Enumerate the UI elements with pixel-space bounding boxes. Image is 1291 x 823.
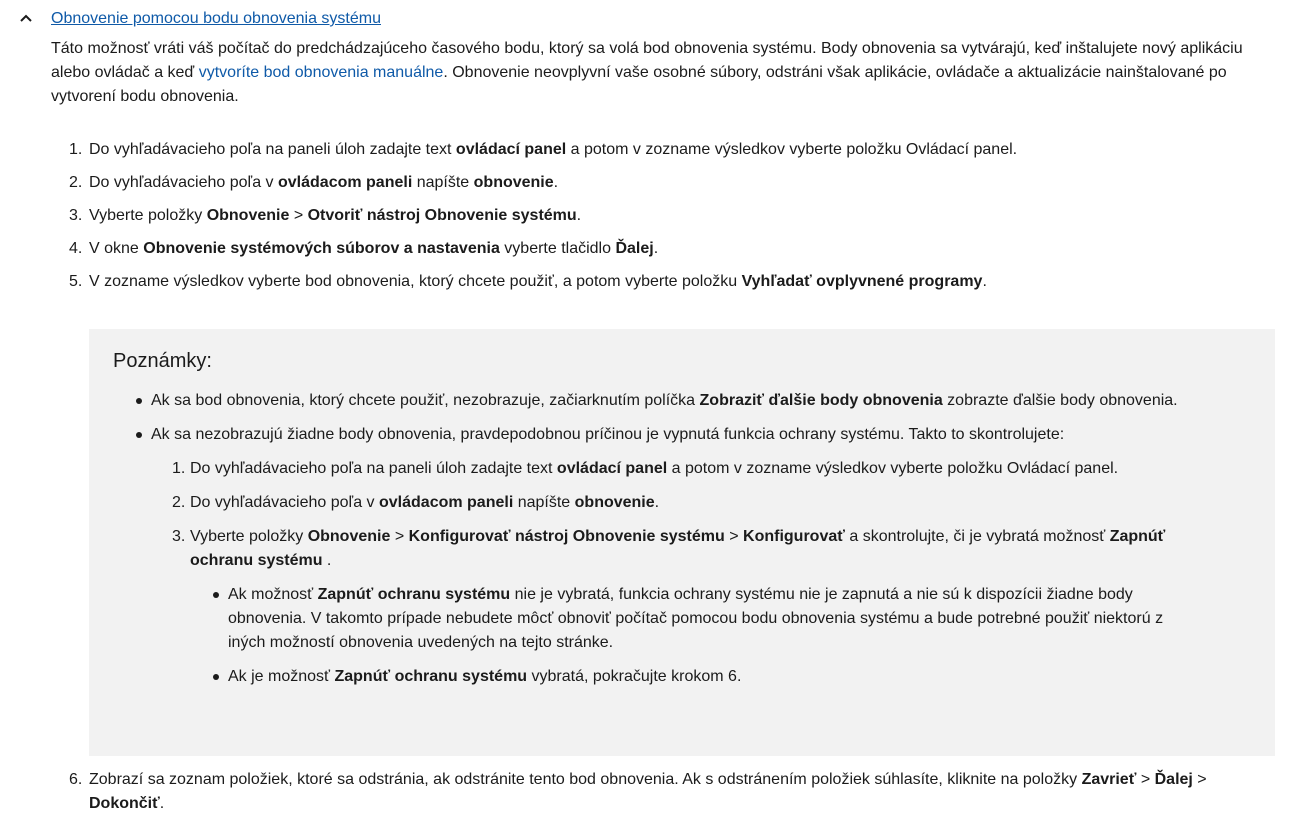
step-bold: Ďalej: [1154, 771, 1193, 788]
step-bold: Zavrieť: [1081, 771, 1137, 788]
step-3: [69, 204, 1279, 228]
note-steps-list: [172, 457, 1190, 689]
step-bold: Dokončiť: [89, 795, 160, 812]
step-number: 3.: [69, 207, 83, 224]
bullet-icon: [213, 674, 219, 680]
note-bold: Zapnúť ochranu systému: [317, 586, 511, 603]
step-text: .: [982, 273, 987, 290]
notes-box: [89, 329, 1275, 756]
step-bold: Obnovenie systémových súborov a nastavenia: [143, 240, 500, 257]
step-bold: Otvoriť nástroj Obnovenie systému: [307, 207, 577, 224]
step-number: 2.: [172, 494, 186, 511]
step-5: [69, 270, 1279, 294]
step-text: .: [159, 795, 165, 812]
step-text: Do vyhľadávacieho poľa v: [89, 174, 278, 191]
step-text: Vyberte položky: [89, 207, 207, 224]
note-text: Ak sa bod obnovenia, ktorý chcete použiť, nezobrazuje, začiarknutím políčka: [151, 392, 700, 409]
intro-text: Táto možnosť vráti váš počítač do predchádzajúceho časového bodu, ktorý sa volá bod obnovenia systému. Body obnovenia sa vytvárajú, keď inštalujete nový aplikáciu alebo ovládač a keď: [51, 40, 1243, 81]
step-text: .: [654, 494, 660, 511]
notes-title: Poznámky:: [113, 350, 212, 372]
step-text: .: [576, 207, 582, 224]
bullet-icon: [213, 592, 219, 598]
step-number: 3.: [172, 528, 186, 545]
step-text: >: [390, 528, 409, 545]
note-text: Ak je možnosť: [228, 668, 335, 685]
step-text: V zozname výsledkov vyberte bod obnovenia, ktorý chcete použiť, a potom vyberte položku: [89, 273, 742, 290]
step-text: Do vyhľadávacieho poľa v: [190, 494, 379, 511]
step-bold: ovládací panel: [556, 460, 668, 477]
steps-list: [69, 138, 1279, 303]
step-text: Vyberte položky: [190, 528, 308, 545]
step-text: >: [1192, 771, 1207, 788]
note-step-3: [172, 525, 1190, 689]
step-text: napíšte: [513, 494, 575, 511]
step-bold: Konfigurovať nástroj Obnovenie systému: [408, 528, 725, 545]
step-number: 1.: [69, 141, 83, 158]
step-4: [69, 237, 1279, 261]
step-1: [69, 138, 1279, 162]
section-title-link[interactable]: Obnovenie pomocou bodu obnovenia systému: [51, 10, 381, 27]
step-bold: Konfigurovať: [743, 528, 845, 545]
note-bullet-2: [151, 423, 1211, 689]
step-bold: Ďalej: [615, 240, 654, 257]
step-text: Zobrazí sa zoznam položiek, ktoré sa odstránia, ak odstránite tento bod obnovenia. Ak s odstránením položiek súhlasíte, kliknite na položky: [89, 771, 1082, 788]
step-text: .: [322, 552, 332, 569]
step-number: 1.: [172, 460, 186, 477]
note-bold: Zobraziť ďalšie body obnovenia: [699, 392, 943, 409]
step-bold: Vyhľadať ovplyvnené programy: [741, 273, 983, 290]
step-text: a potom v zozname výsledkov vyberte položku Ovládací panel.: [667, 460, 1119, 477]
step-text: V okne: [89, 240, 144, 257]
step-text: napíšte: [412, 174, 474, 191]
step-2: [69, 171, 1279, 195]
bullet-icon: [136, 432, 142, 438]
intro-text-end: . Obnovenie neovplyvní vaše osobné súbory, odstráni však aplikácie, ovládače a aktualizácie nainštalované po vytvorení bodu obnovenia.: [51, 64, 1227, 105]
step-number: 5.: [69, 273, 83, 290]
step-number: 2.: [69, 174, 83, 191]
intro-paragraph: [51, 37, 1271, 109]
step-text: >: [289, 207, 308, 224]
note-step-2: [172, 491, 1190, 515]
bullet-icon: [136, 398, 142, 404]
step-6: [69, 768, 1279, 816]
step-text: Do vyhľadávacieho poľa na paneli úloh zadajte text: [190, 460, 557, 477]
note-text: zobrazte ďalšie body obnovenia.: [942, 392, 1178, 409]
step-number: 6.: [69, 771, 83, 788]
note-substeps-list: [228, 583, 1188, 689]
step-text: vyberte tlačidlo: [499, 240, 616, 257]
step-bold: obnovenie: [473, 174, 554, 191]
step-text: a skontrolujte, či je vybratá možnosť: [844, 528, 1110, 545]
note-bold: Zapnúť ochranu systému: [334, 668, 528, 685]
step-number: 4.: [69, 240, 83, 257]
note-text: nie je vybratá, funkcia ochrany systému nie je zapnutá a nie sú k dispozícii žiadne body obnovenia. V takomto prípade nebudete môcť obnoviť počítač pomocou bodu obnovenia systému a bude potrebné použiť niektorú z iných možností obnovenia uvedených na tejto stránke.: [228, 586, 1164, 651]
note-subbullet-2: [228, 665, 1188, 689]
step-bold: obnovenie: [574, 494, 655, 511]
step-text: .: [653, 240, 659, 257]
step-bold: ovládacom paneli: [379, 494, 514, 511]
step-bold: Obnovenie: [206, 207, 290, 224]
step-bold: Obnovenie: [307, 528, 391, 545]
note-text: Ak sa nezobrazujú žiadne body obnovenia, pravdepodobnou príčinou je vypnutá funkcia ochrany systému. Takto to skontrolujete:: [151, 426, 1065, 443]
step-text: >: [724, 528, 744, 545]
step-bold: ovládací panel: [455, 141, 567, 158]
notes-list: [151, 389, 1211, 699]
note-text: Ak možnosť: [228, 586, 318, 603]
note-subbullet-1: [228, 583, 1188, 655]
step-text: Do vyhľadávacieho poľa na paneli úloh zadajte text: [89, 141, 456, 158]
step-bold: Zapnúť ochranu systému: [190, 528, 1166, 569]
step-text: >: [1136, 771, 1155, 788]
note-bullet-1: [151, 389, 1211, 413]
note-step-1: [172, 457, 1190, 481]
note-text: vybratá, pokračujte krokom 6.: [527, 668, 742, 685]
step-bold: ovládacom paneli: [278, 174, 413, 191]
chevron-up-icon[interactable]: [16, 8, 36, 28]
step-text: a potom v zozname výsledkov vyberte položku Ovládací panel.: [566, 141, 1018, 158]
create-restore-point-link[interactable]: vytvoríte bod obnovenia manuálne: [198, 64, 444, 81]
step-text: .: [553, 174, 559, 191]
